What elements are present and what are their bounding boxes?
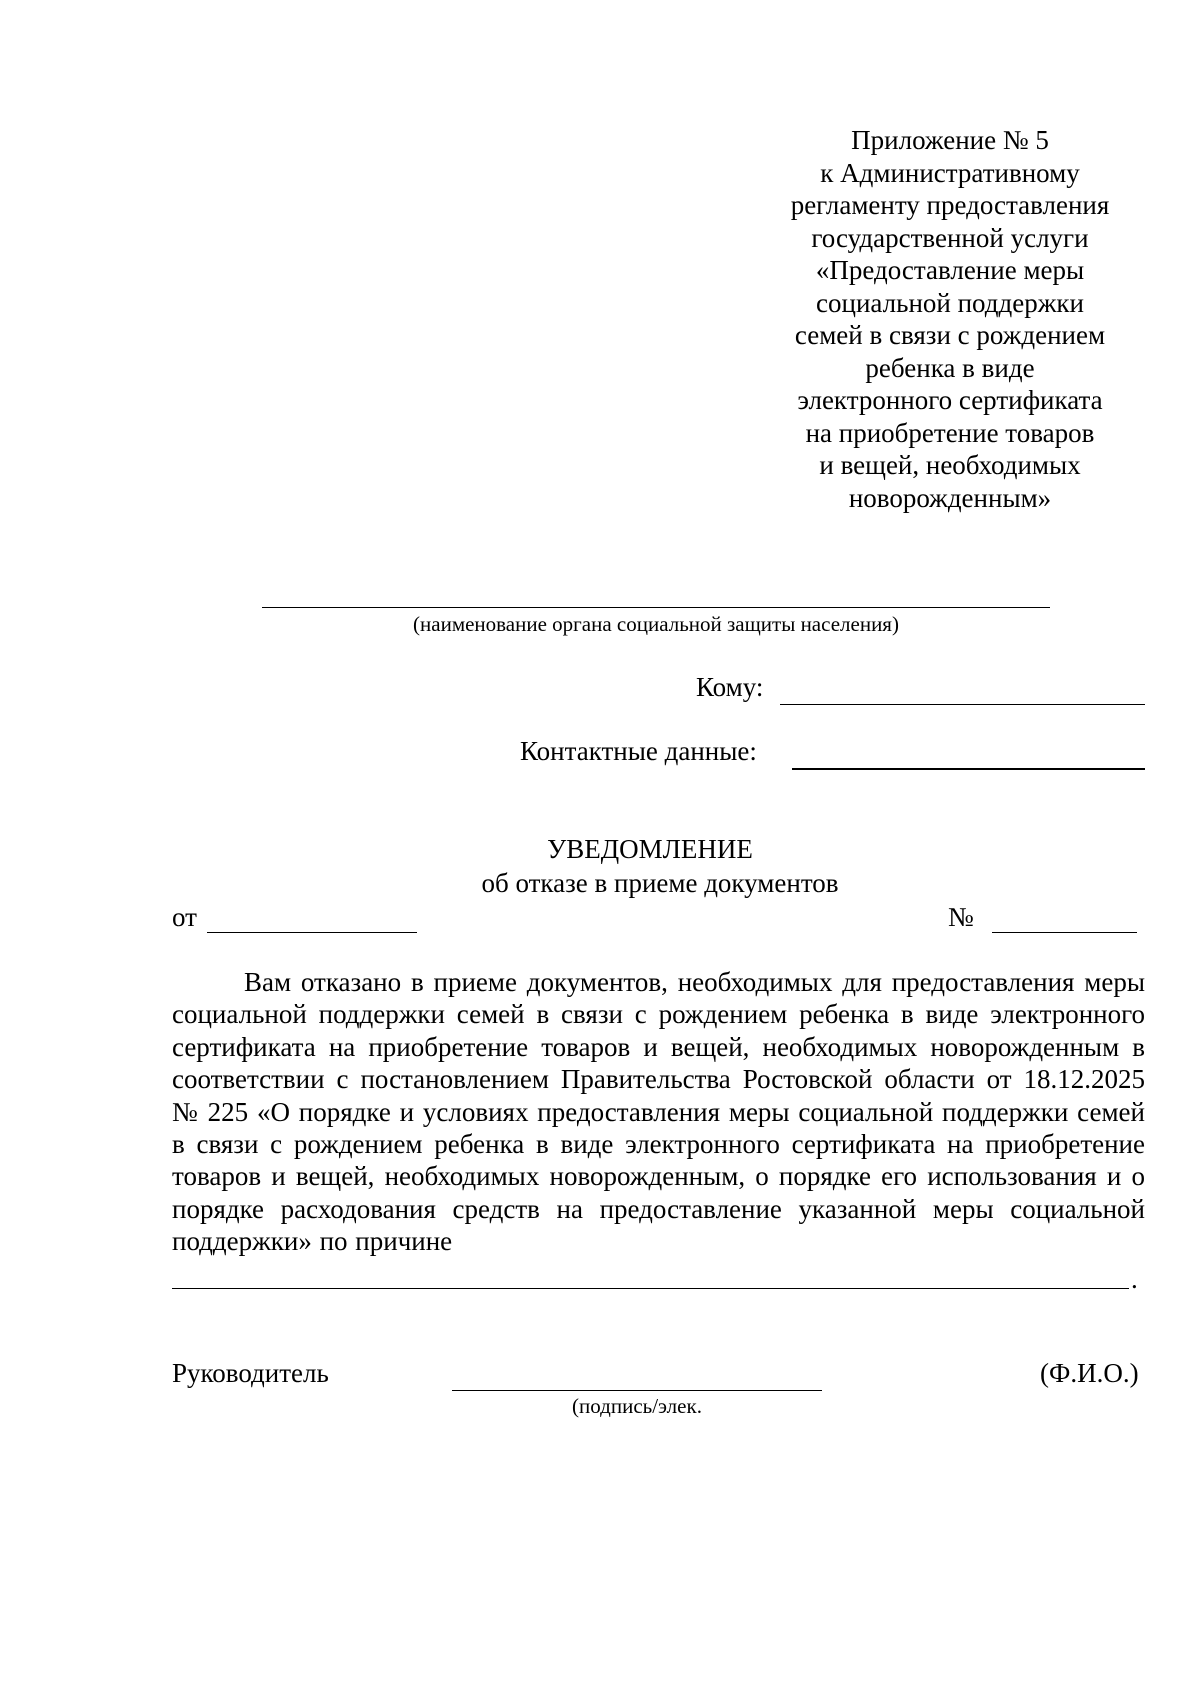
contact-data-blank-line[interactable]	[792, 768, 1145, 770]
appendix-line: на приобретение товаров	[805, 417, 1095, 448]
appendix-line: электронного сертификата	[797, 385, 1103, 415]
appendix-line: «Предоставление меры	[815, 255, 1085, 285]
appendix-line: к Административному	[820, 157, 1080, 188]
organ-name-caption: (наименование органа социальной защиты населения)	[413, 612, 899, 636]
recipient-blank-line[interactable]	[780, 704, 1145, 705]
date-label: от	[172, 902, 197, 932]
appendix-line: ребенка в виде	[865, 352, 1035, 383]
head-label: Руководитель	[172, 1358, 329, 1388]
appendix-line: семей в связи с рождением	[794, 320, 1106, 350]
notice-title: УВЕДОМЛЕНИЕ	[547, 834, 753, 864]
organ-name-blank-line[interactable]	[262, 607, 1050, 608]
full-name-label: (Ф.И.О.)	[1040, 1358, 1139, 1388]
appendix-line: социальной поддержки	[816, 287, 1084, 318]
contact-data-label: Контактные данные:	[520, 736, 757, 766]
date-blank-line[interactable]	[207, 932, 417, 933]
appendix-line: государственной услуги	[811, 222, 1089, 253]
number-blank-line[interactable]	[992, 932, 1137, 933]
notice-subtitle: об отказе в приеме документов	[481, 868, 839, 898]
appendix-line: Приложение № 5	[851, 125, 1049, 155]
reason-blank-line[interactable]	[172, 1288, 1129, 1289]
number-label: №	[948, 902, 974, 932]
refusal-body-paragraph: Вам отказано в приеме документов, необходимых для предоставления меры социальной поддержки семей в связи с рождением ребенка в виде электронного сертификата на приобретение товаров и вещей, необходимых новорожденным в соответствии с постановлением Правительства Ростовской области от 18.12.2025 № 225 «О порядке и условиях предоставления меры социальной поддержки семей в связи с рождением ребенка в виде электронного сертификата на приобретение товаров и вещей, необходимых новорожденным, о порядке его использования и о порядке расходования средств на предоставление указанной меры социальной поддержки» по причине	[172, 967, 1145, 1257]
appendix-line: регламенту предоставления	[790, 190, 1110, 220]
recipient-label: Кому:	[696, 672, 764, 702]
appendix-line: и вещей, необходимых	[819, 450, 1081, 480]
appendix-header	[780, 124, 1120, 514]
signature-caption: (подпись/элек.	[572, 1394, 702, 1418]
signature-blank-line[interactable]	[452, 1390, 822, 1391]
reason-end-mark: .	[1131, 1264, 1138, 1294]
appendix-line: новорожденным»	[848, 482, 1052, 513]
